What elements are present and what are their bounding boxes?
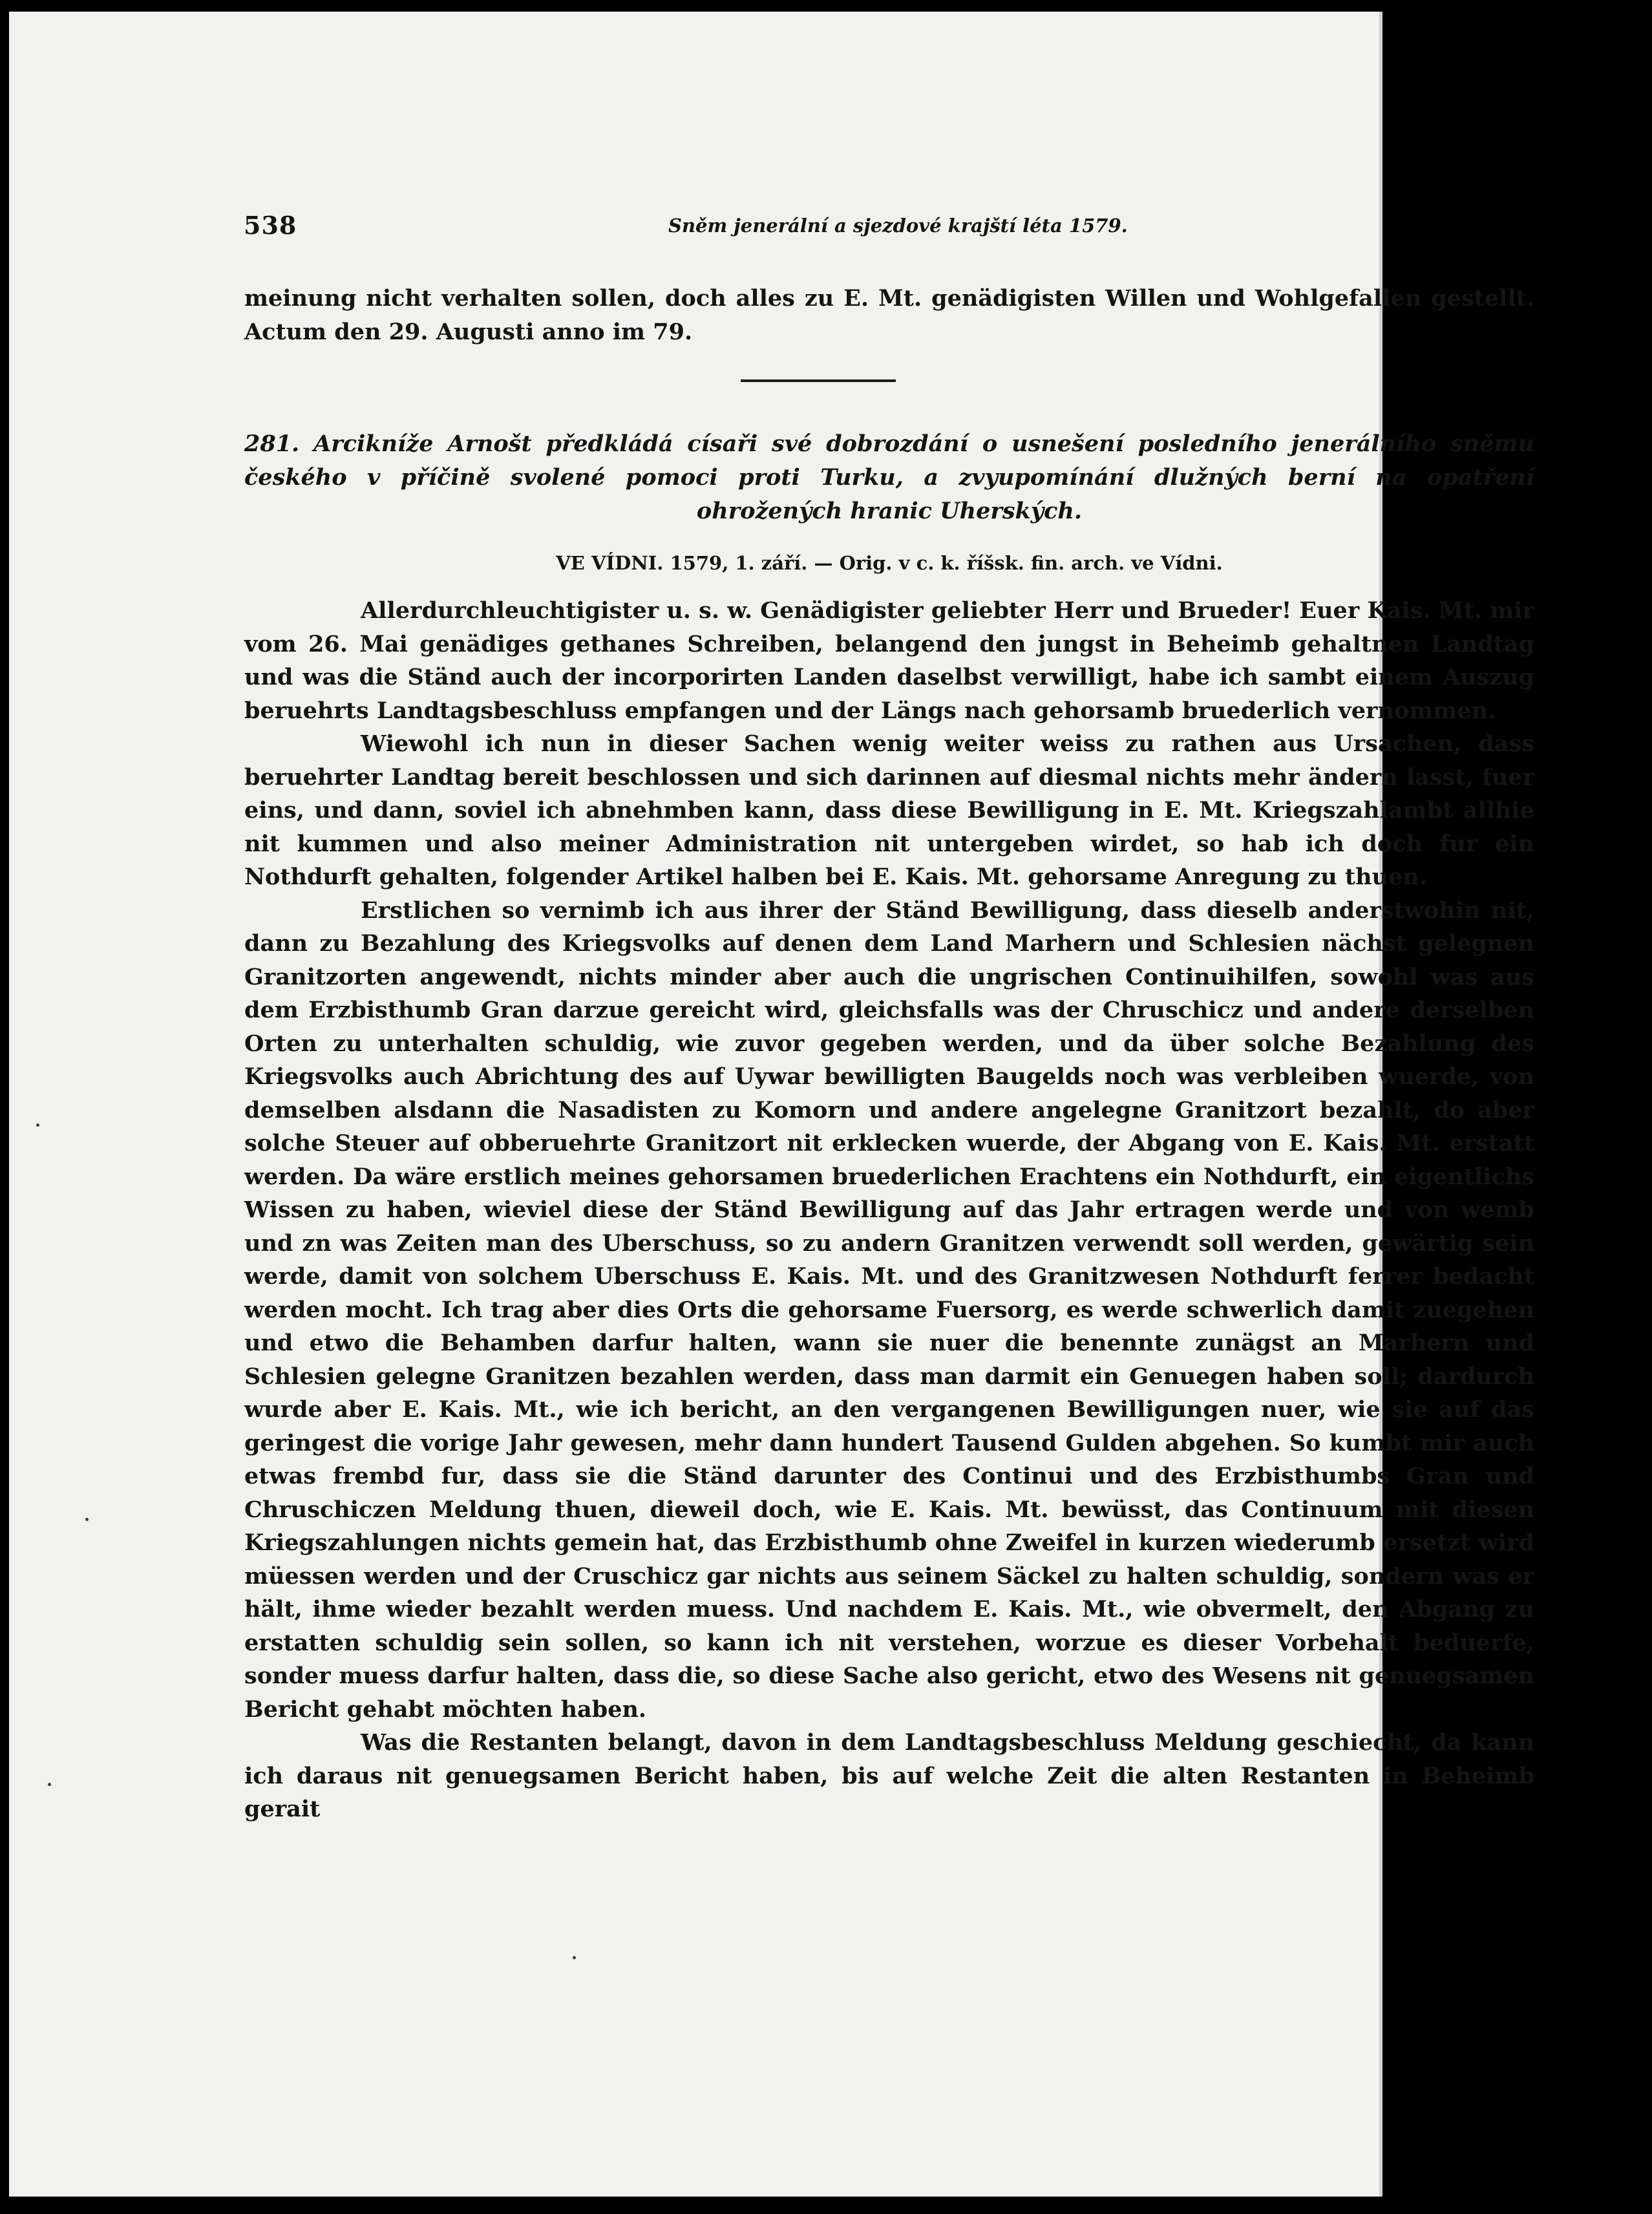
body-paragraph: Allerdurchleuchtigister u. s. w. Genädigister geliebter Herr und Brueder! Euer Kais. Mt. mir vom 26. Mai genädiges gethanes Schreiben, belangend den jungst in Beheimb gehaltnen Landtag und was die Ständ auch der incorporirten Landen daselbst verwilligt, habe ich sambt einem Auszug beruehrts Landtagsbeschluss empfangen und der Längs nach gehorsamb bruederlich vernommen. <box>244 597 1534 724</box>
book-page <box>9 12 1534 2197</box>
body-paragraph: Erstlichen so vernimb ich aus ihrer der Ständ Bewilligung, dass dieselb anderstwohin nit, dann zu Bezahlung des Kriegsvolks auf denen dem Land Marhern und Schlesien nächst gelegnen Granitzorten angewendt, nichts minder aber auch die ungrischen Continuihilfen, sowohl was aus dem Erzbisthumb Gran darzue gereicht wird, gleichsfalls was der Chruschicz und andere derselben Orten zu unterhalten schuldig, wie zuvor gegeben werden, und da über solche Bezahlung des Kriegsvolks auch Abrichtung des auf Uywar bewilligten Baugelds noch was verbleiben wuerde, von demselben alsdann die Nasadisten zu Komorn und andere angelegne Granitzort bezahlt, do aber solche Steuer auf obberuehrte Granitzort nit erklecken wuerde, der Abgang von E. Kais. Mt. erstatt werden. Da wäre erstlich meines gehorsamen bruederlichen Erachtens ein Nothdurft, ein eigentlichs Wissen zu haben, wieviel diese der Ständ Bewilligung auf das Jahr ertragen werde und von wemb und zn was Zeiten man des Uberschuss, so zu andern Granitzen verwendt soll werden, gewärtig sein werde, damit von solchem Uberschuss E. Kais. Mt. und des Granitzwesen Nothdurft ferrer bedacht werden mocht. Ich trag aber dies Orts die gehorsame Fuersorg, es werde schwerlich damit zuegehen und etwo die Behamben darfur halten, wann sie nuer die benennte zunägst an Marhern und Schlesien gelegne Granitzen bezahlen werden, dass man darmit ein Genuegen haben soll; dardurch wurde aber E. Kais. Mt., wie ich bericht, an den vergangenen Bewilligungen nuer, wie sie auf das geringest die vorige Jahr gewesen, mehr dann hundert Tausend Gulden abgehen. So kumbt mir auch etwas frembd fur, dass sie die Ständ darunter des Continui und des Erzbisthumbs Gran und Chruschiczen Meldung thuen, dieweil doch, wie E. Kais. Mt. bewüsst, das Continuum mit diesen Kriegszahlungen nichts gemein hat, das Erzbisthumb ohne Zweifel in kurzen wiederumb ersetzt wird müessen werden und der Cruschicz gar nichts aus seinem Säckel zu halten schuldig, sondern was er hält, ihme wieder bezahlt werden muess. Und nachdem E. Kais. Mt., wie obvermelt, den Abgang zu erstatten schuldig sein sollen, so kann ich nit verstehen, worzue es dieser Vorbehalt beduerfe, sonder muess darfur halten, dass die, so diese Sache also gericht, etwo des Wesens nit genuegsamen Bericht gehabt möchten haben. <box>244 897 1534 1723</box>
document-heading: 281. Arcikníže Arnošt předkládá císaři své dobrozdání o usnešení posledního jenerálního sněmu českého v příčině svolené pomoci proti Turku, a zvyupomínání dlužných berní na opatření ohrožených hranic Uherských. <box>244 431 1534 524</box>
body-paragraph: Wiewohl ich nun in dieser Sachen wenig weiter weiss zu rathen aus Ursachen, dass beruehrter Landtag bereit beschlossen und sich darinnen auf diesmal nichts mehr ändern lasst, fuer eins, und dann, soviel ich abnehmben kann, dass diese Bewilligung in E. Mt. Kriegszahlambt allhie nit kummen und also meiner Administration nit untergeben wirdet, so hab ich doch fur ein Nothdurft gehalten, folgender Artikel halben bei E. Kais. Mt. gehorsame Anregung zu thuen. <box>244 730 1534 890</box>
page-body <box>244 282 1534 1820</box>
running-head <box>9 211 1379 250</box>
body-paragraph: Was die Restanten belangt, davon in dem Landtagsbeschluss Meldung geschiecht, da kann ich daraus nit genuegsamen Bericht haben, bis auf welche Zeit die alten Restanten in Beheimb gerait <box>244 1729 1534 1822</box>
section-divider <box>741 379 896 382</box>
scan-speck <box>85 1518 89 1521</box>
running-title: Sněm jenerální a sjezdové krajští léta 1579. <box>668 215 1128 237</box>
scan-speck <box>36 1123 39 1127</box>
source-line: VE VÍDNI. 1579, 1. září. — Orig. v c. k. říšsk. fin. arch. ve Vídni. <box>556 552 1223 574</box>
scan-speck <box>573 1956 576 1959</box>
continuation-paragraph: meinung nicht verhalten sollen, doch alles zu E. Mt. genädigisten Willen und Wohlgefallen gestellt. Actum den 29. Augusti anno im 79. <box>244 285 1534 345</box>
page-number: 538 <box>244 211 297 240</box>
scan-speck <box>48 1783 51 1786</box>
